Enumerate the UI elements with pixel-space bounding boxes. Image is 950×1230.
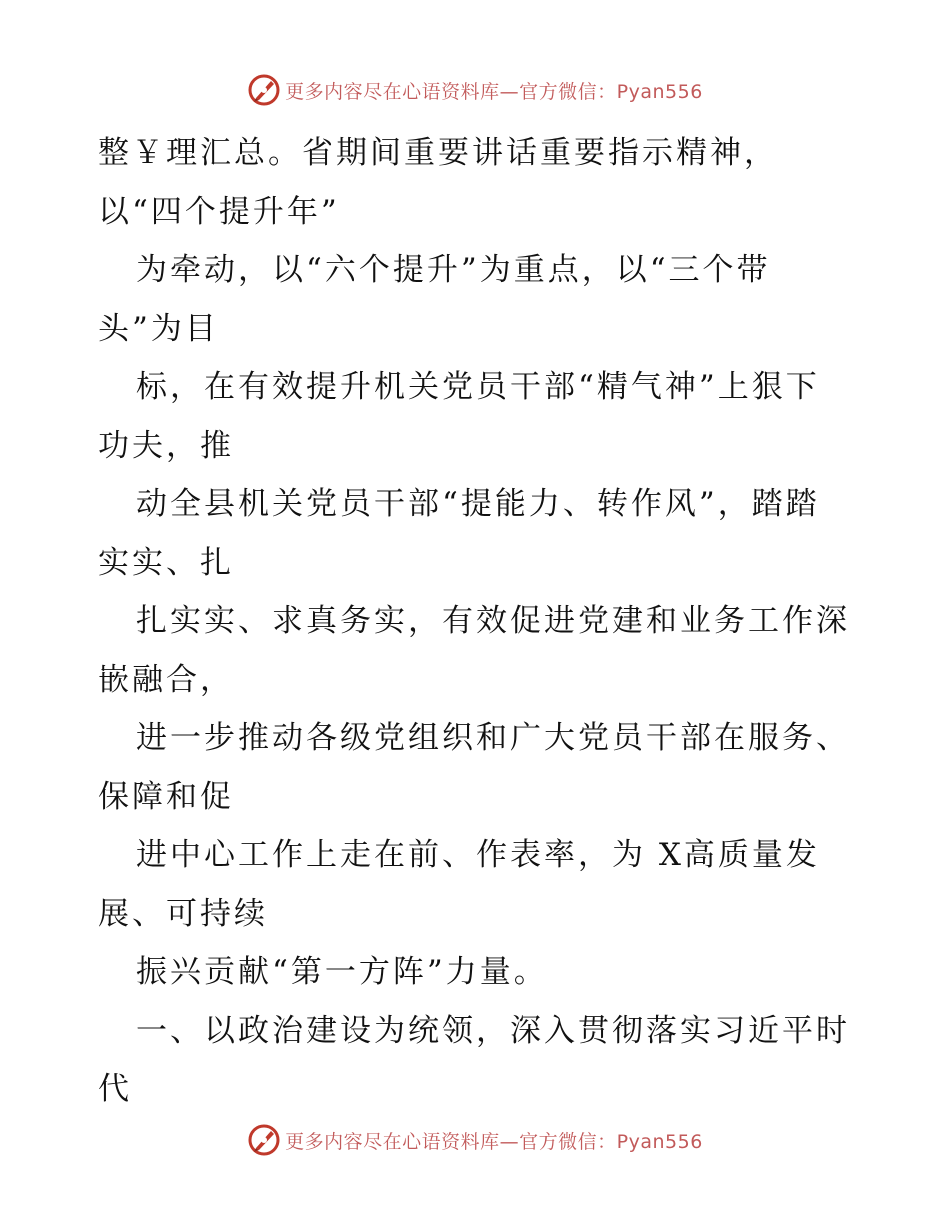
body-line: 展、可持续 xyxy=(98,895,268,932)
header-banner xyxy=(0,72,950,108)
header-banner-text: 更多内容尽在心语资料库—官方微信：Pyan556 xyxy=(285,80,703,103)
body-line: 一、以政治建设为统领，深入贯彻落实习近平时 xyxy=(136,1012,850,1049)
body-line: 以“四个提升年” xyxy=(98,193,340,230)
body-line: 功夫，推 xyxy=(98,427,234,464)
footer-banner-text: 更多内容尽在心语资料库—官方微信：Pyan556 xyxy=(285,1130,703,1153)
body-line: 代 xyxy=(98,1071,132,1107)
body-line: 保障和促 xyxy=(98,778,234,815)
quill-logo-icon xyxy=(247,1123,281,1157)
body-line: 进中心工作上走在前、作表率，为 X高质量发 xyxy=(136,837,820,873)
body-line: 振兴贡献“第一方阵”力量。 xyxy=(136,954,548,990)
body-line: 扎实实、求真务实，有效促进党建和业务工作深 xyxy=(136,603,850,639)
footer-banner xyxy=(0,1122,950,1158)
body-line: 标，在有效提升机关党员干部“精气神”上狠下 xyxy=(136,369,820,405)
body-line: 为牵动，以“六个提升”为重点，以“三个带 xyxy=(136,252,771,288)
body-line: 进一步推动各级党组织和广大党员干部在服务、 xyxy=(136,720,850,756)
body-line: 实实、扎 xyxy=(98,544,234,581)
body-line: 头”为目 xyxy=(98,310,219,347)
body-line: 嵌融合， xyxy=(98,661,234,698)
quill-logo-icon xyxy=(247,73,281,107)
body-line: 动全县机关党员干部“提能力、转作风”，踏踏 xyxy=(136,486,820,522)
body-line: 整￥理汇总。省期间重要讲话重要指示精神， xyxy=(98,135,778,171)
document-body xyxy=(98,124,858,1119)
